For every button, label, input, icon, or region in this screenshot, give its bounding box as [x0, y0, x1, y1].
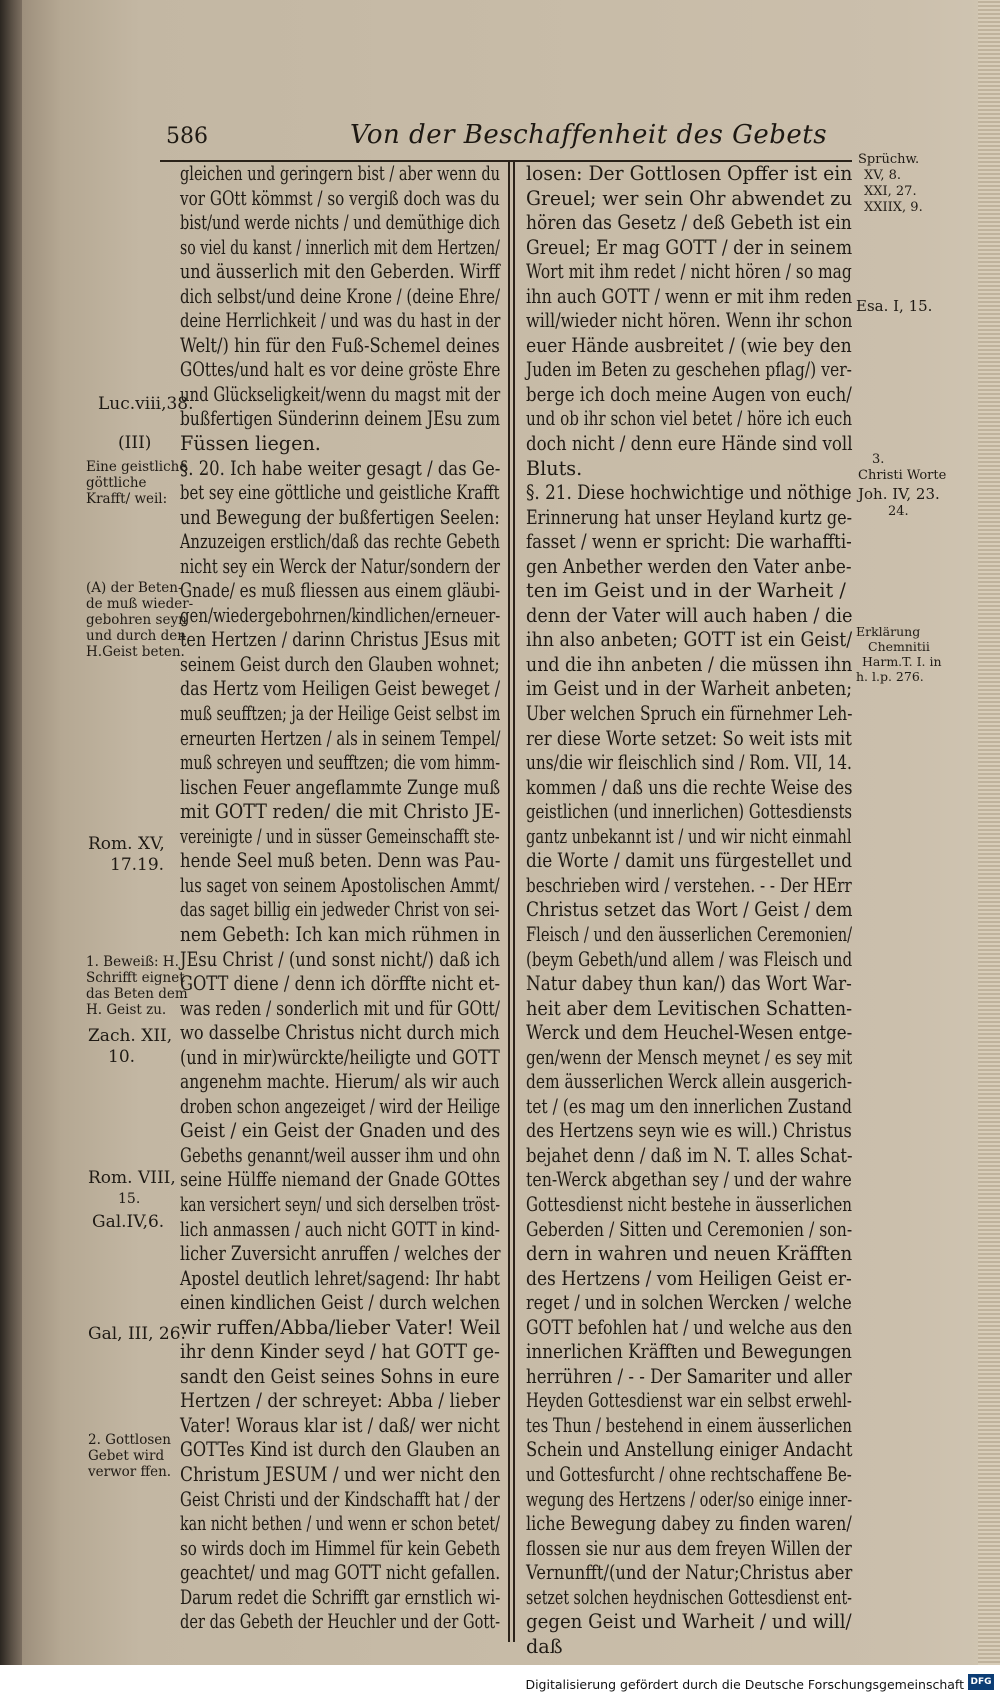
- margin-note-luc: Luc.viii,38.: [98, 394, 194, 414]
- right-text-column: [526, 162, 852, 1659]
- text-line: so viel du kanst / innerlich mit dem Hertzen/: [180, 235, 500, 259]
- text-line: was reden / sonderlich mit und für GOtt/: [180, 996, 500, 1020]
- margin-note-rom15: Rom. XV, 17.19.: [88, 834, 165, 875]
- text-line: Schein und Anstellung einiger Andacht: [526, 1438, 853, 1462]
- text-line: dern in wahren und neuen Kräfften: [526, 1242, 853, 1266]
- text-line: geistlichen (und innerlichen) Gottesdiensts: [526, 800, 853, 824]
- text-line: Welt/) hin für den Fuß-Schemel deines: [180, 333, 500, 357]
- text-line: Gottesdienst nicht bestehe in äusserlichen: [526, 1192, 853, 1216]
- text-line: angenehm machte. Hierum/ als wir auch: [180, 1070, 500, 1094]
- text-line: gleichen und geringern bist / aber wenn du: [180, 162, 500, 185]
- text-line: bet sey eine göttliche und geistliche Krafft: [180, 481, 500, 505]
- text-line: Anzuzeigen erstlich/daß das rechte Gebeth: [180, 530, 500, 554]
- text-line: Vater! Woraus klar ist / daß/ wer nicht: [180, 1413, 500, 1437]
- text-line: ten im Geist und in der Warheit /: [526, 579, 846, 603]
- text-line: bejahet denn / daß im N. T. alles Schat-: [526, 1143, 853, 1167]
- margin-note-erklaerung: Erklärung Chemnitii Harm.T. I. in h. l.p. 276.: [856, 624, 942, 684]
- footer-bar: [0, 1665, 1000, 1705]
- margin-note-beweis: 1. Beweiß: H. Schrifft eignet das Beten dem H. Geist zu.: [86, 954, 188, 1018]
- margin-note-gottlosen: 2. Gottlosen Gebet wird verwor ffen.: [88, 1432, 172, 1480]
- text-line: vor GOtt kömmst / so vergiß doch was du: [180, 186, 500, 210]
- text-line: und Bewegung der bußfertigen Seelen:: [180, 505, 500, 529]
- text-line: reget / und in solchen Wercken / welche: [526, 1291, 852, 1315]
- text-line: Apostel deutlich lehret/sagend: Ihr habt: [180, 1266, 500, 1290]
- margin-note-christi: 3. Christi Worte Joh. IV, 23. 24.: [858, 452, 947, 519]
- text-line: ihn also anbeten; GOTT ist ein Geist/: [526, 628, 853, 652]
- text-line: geachtet/ und mag GOTT nicht gefallen.: [180, 1561, 501, 1585]
- footer-credit: Digitalisierung gefördert durch die Deutsche Forschungsgemeinschaft: [525, 1677, 964, 1692]
- text-line: Vernunfft/(und der Natur;Christus aber: [526, 1561, 853, 1585]
- text-line: bist/und werde nichts / und demüthige dich: [180, 211, 500, 235]
- text-line: denn der Vater will auch haben / die: [526, 603, 853, 627]
- text-line: dem äusserlichen Werck allein ausgerich-: [526, 1070, 853, 1094]
- text-line: ten-Werck abgethan sey / und der wahre: [526, 1168, 852, 1192]
- text-line: losen: Der Gottlosen Opffer ist ein: [526, 162, 853, 185]
- text-line: seine Hülffe niemand der Gnade GOttes: [180, 1168, 501, 1192]
- text-line: das saget billig ein jedweder Christ von sei-: [180, 898, 500, 922]
- margin-note-zach: Zach. XII, 10.: [88, 1026, 173, 1067]
- text-line: hende Seel muß beten. Denn was Pau-: [180, 849, 501, 873]
- text-line: droben schon angezeiget / wird der Heilige: [180, 1094, 501, 1118]
- text-line: berge ich doch meine Augen von euch/: [526, 382, 852, 406]
- text-line: so wirds doch im Himmel für kein Gebeth: [180, 1536, 501, 1560]
- text-line: JEsu Christ / (und sonst nicht/) daß ich: [180, 947, 501, 971]
- text-line: flossen sie nur aus dem freyen Willen der: [526, 1536, 852, 1560]
- text-line: Heyden Gottesdienst war ein selbst erwehl-: [526, 1389, 852, 1413]
- text-line: Darum redet die Schrifft gar ernstlich wi-: [180, 1585, 501, 1609]
- text-line: (beym Gebeth/und allem / was Fleisch und: [526, 947, 853, 971]
- text-line: daß: [526, 1634, 563, 1658]
- text-line: Werck und dem Heuchel-Wesen entge-: [526, 1021, 853, 1045]
- text-line: liche Bewegung dabey zu finden waren/: [526, 1512, 852, 1536]
- text-line: ihn auch GOTT / wenn er mit ihm reden: [526, 284, 853, 308]
- text-line: tes Thun / bestehend in einem äusserlichen: [526, 1413, 852, 1437]
- text-line: uns/die wir fleischlich sind / Rom. VII, 14.: [526, 751, 852, 775]
- text-line: Wort mit ihm redet / nicht hören / so mag: [526, 260, 852, 284]
- text-line: rer diese Worte setzet: So weit ists mit: [526, 726, 852, 750]
- text-line: doch nicht / denn eure Hände sind voll: [526, 432, 853, 456]
- margin-note-gal4: Gal.IV,6.: [92, 1212, 165, 1232]
- margin-note-spruchw: Sprüchw. XV, 8. XXI, 27. XXIIX, 9.: [858, 152, 923, 215]
- text-line: euer Hände ausbreitet / (wie bey den: [526, 333, 852, 357]
- text-line: Uber welchen Spruch ein fürnehmer Leh-: [526, 702, 853, 726]
- book-page: [22, 0, 1000, 1665]
- text-line: Christum JESUM / und wer nicht den: [180, 1462, 501, 1486]
- text-line: erneurten Hertzen / als in seinem Tempel/: [180, 726, 501, 750]
- text-line: kommen / daß uns die rechte Weise des: [526, 775, 853, 799]
- text-line: tet / (es mag um den innerlichen Zustand: [526, 1094, 852, 1118]
- margin-note-a: (A) der Beten- de muß wieder- gebohren seyn und durch den H.Geist beten.: [86, 580, 194, 660]
- text-line: ten Hertzen / darinn Christus JEsus mit: [180, 628, 500, 652]
- text-line: Fleisch / und den äusserlichen Ceremonien/: [526, 922, 853, 946]
- text-line: gen/wiedergebohrnen/kindlichen/erneuer-: [180, 603, 501, 627]
- text-line: und Gottesfurcht / ohne rechtschaffene Be-: [526, 1462, 852, 1486]
- text-line: nicht sey ein Werck der Natur/sondern der: [180, 554, 501, 578]
- text-line: Füssen liegen.: [180, 432, 321, 456]
- text-line: des Hertzens seyn wie es will.) Christus: [526, 1119, 852, 1143]
- text-line: setzet solchen heydnischen Gottesdienst ent-: [526, 1585, 852, 1609]
- text-line: kan nicht bethen / und wenn er schon betet/: [180, 1512, 500, 1536]
- text-line: ihr denn Kinder seyd / hat GOTT ge-: [180, 1340, 500, 1364]
- page-number: 586: [166, 124, 208, 149]
- text-line: wir ruffen/Abba/lieber Vater! Weil: [180, 1315, 501, 1339]
- text-line: gen Anbether werden den Vater anbe-: [526, 554, 852, 578]
- text-line: hören das Gesetz / deß Gebeth ist ein: [526, 211, 852, 235]
- text-line: beschrieben wird / verstehen. - - Der HErr: [526, 873, 852, 897]
- text-line: gantz unbekannt ist / und wir nicht einmahl: [526, 824, 852, 848]
- text-line: kan versichert seyn/ und sich derselben tröst-: [180, 1192, 500, 1216]
- running-title: Von der Beschaffenheit des Gebets: [350, 120, 828, 150]
- text-line: Christus setzet das Wort / Geist / dem: [526, 898, 853, 922]
- text-line: vereinigte / und in süsser Gemeinschafft ste-: [180, 824, 500, 848]
- text-line: herrühren / - - Der Samariter und aller: [526, 1364, 852, 1388]
- text-line: Geist Christi und der Kindschafft hat / der: [180, 1487, 500, 1511]
- margin-note-section-number: (III): [118, 433, 152, 453]
- text-line: einen kindlichen Geist / durch welchen: [180, 1291, 500, 1315]
- left-text-column: [180, 162, 500, 1635]
- text-line: Greuel; Er mag GOTT / der in seinem: [526, 235, 853, 259]
- text-line: und Glückseligkeit/wenn du magst mit der: [180, 382, 501, 406]
- dfg-logo-icon: DFG: [968, 1674, 994, 1690]
- text-line: und äusserlich mit den Geberden. Wirff: [180, 260, 500, 284]
- text-line: §. 20. Ich habe weiter gesagt / das Ge-: [180, 456, 501, 480]
- text-line: licher Zuversicht anruffen / welches der: [180, 1242, 501, 1266]
- text-line: §. 21. Diese hochwichtige und nöthige: [526, 481, 852, 505]
- text-line: mit GOTT reden/ die mit Christo JE-: [180, 800, 501, 824]
- margin-note-gal3: Gal, III, 26.: [88, 1324, 186, 1344]
- text-line: Geberden / Sitten und Ceremonien / son-: [526, 1217, 853, 1241]
- text-line: nem Gebeth: Ich kan mich rühmen in: [180, 922, 501, 946]
- text-line: Geist / ein Geist der Gnaden und des: [180, 1119, 501, 1143]
- text-line: seinem Geist durch den Glauben wohnet;: [180, 652, 500, 676]
- text-line: innerlichen Kräfften und Bewegungen: [526, 1340, 852, 1364]
- text-line: sandt den Geist seines Sohns in eure: [180, 1364, 500, 1388]
- text-line: muß seufftzen; ja der Heilige Geist selbst im: [180, 702, 501, 726]
- text-line: Natur dabey thun kan/) das Wort War-: [526, 972, 852, 996]
- text-line: Erinnerung hat unser Heyland kurtz ge-: [526, 505, 853, 529]
- text-line: wo dasselbe Christus nicht durch mich: [180, 1021, 500, 1045]
- text-line: gen/wenn der Mensch meynet / es sey mit: [526, 1045, 853, 1069]
- text-line: die Worte / damit uns fürgestellet und: [526, 849, 853, 873]
- text-line: wegung des Hertzens / oder/so einige inner-: [526, 1487, 853, 1511]
- text-line: GOTTes Kind ist durch den Glauben an: [180, 1438, 501, 1462]
- margin-note-rom8: Rom. VIII, 15.: [88, 1168, 176, 1207]
- text-line: gegen Geist und Warheit / und will/: [526, 1610, 852, 1634]
- text-line: Gnade/ es muß fliessen aus einem gläubi-: [180, 579, 501, 603]
- text-line: im Geist und in der Warheit anbeten;: [526, 677, 853, 701]
- text-line: bußfertigen Sünderinn deinem JEsu zum: [180, 407, 501, 431]
- margin-note-esa: Esa. I, 15.: [856, 297, 933, 315]
- text-line: das Hertz vom Heiligen Geist beweget /: [180, 677, 501, 701]
- text-line: fasset / wenn er spricht: Die warhaffti-: [526, 530, 852, 554]
- margin-note-geistliche: Eine geistliche göttliche Krafft/ weil:: [86, 459, 188, 507]
- text-line: und ob ihr schon viel betet / höre ich euch: [526, 407, 852, 431]
- text-line: Juden im Beten zu geschehen pflag/) ver-: [526, 358, 852, 382]
- page-fore-edge: [978, 0, 1000, 1665]
- text-line: dich selbst/und deine Krone / (deine Ehre/: [180, 284, 500, 308]
- text-line: und die ihn anbeten / die müssen ihn: [526, 652, 853, 676]
- text-line: GOTT diene / denn ich dörffte nicht et-: [180, 972, 501, 996]
- text-line: GOTT befohlen hat / und welche aus den: [526, 1315, 853, 1339]
- text-line: will/wieder nicht hören. Wenn ihr schon: [526, 309, 853, 333]
- text-line: deine Herrlichkeit / und was du hast in der: [180, 309, 501, 333]
- text-line: Bluts.: [526, 456, 583, 480]
- text-line: lischen Feuer angeflammte Zunge muß: [180, 775, 501, 799]
- text-line: Greuel; wer sein Ohr abwendet zu: [526, 186, 853, 210]
- text-line: (und in mir)würckte/heiligte und GOTT: [180, 1045, 500, 1069]
- column-divider: [508, 162, 510, 1642]
- column-divider: [513, 162, 515, 1642]
- text-line: Hertzen / der schreyet: Abba / lieber: [180, 1389, 501, 1413]
- page-header: [160, 118, 920, 162]
- text-line: lus saget von seinem Apostolischen Ammt/: [180, 873, 500, 897]
- text-line: des Hertzens / vom Heiligen Geist er-: [526, 1266, 852, 1290]
- text-line: lich anmassen / auch nicht GOTT in kind-: [180, 1217, 500, 1241]
- text-line: Gebeths genannt/weil ausser ihm und ohn: [180, 1143, 501, 1167]
- text-line: der das Gebeth der Heuchler und der Gott-: [180, 1610, 501, 1634]
- text-line: GOttes/und halt es vor deine gröste Ehre: [180, 358, 501, 382]
- text-line: heit aber dem Levitischen Schatten-: [526, 996, 853, 1020]
- text-line: muß schreyen und seufftzen; die vom himm-: [180, 751, 501, 775]
